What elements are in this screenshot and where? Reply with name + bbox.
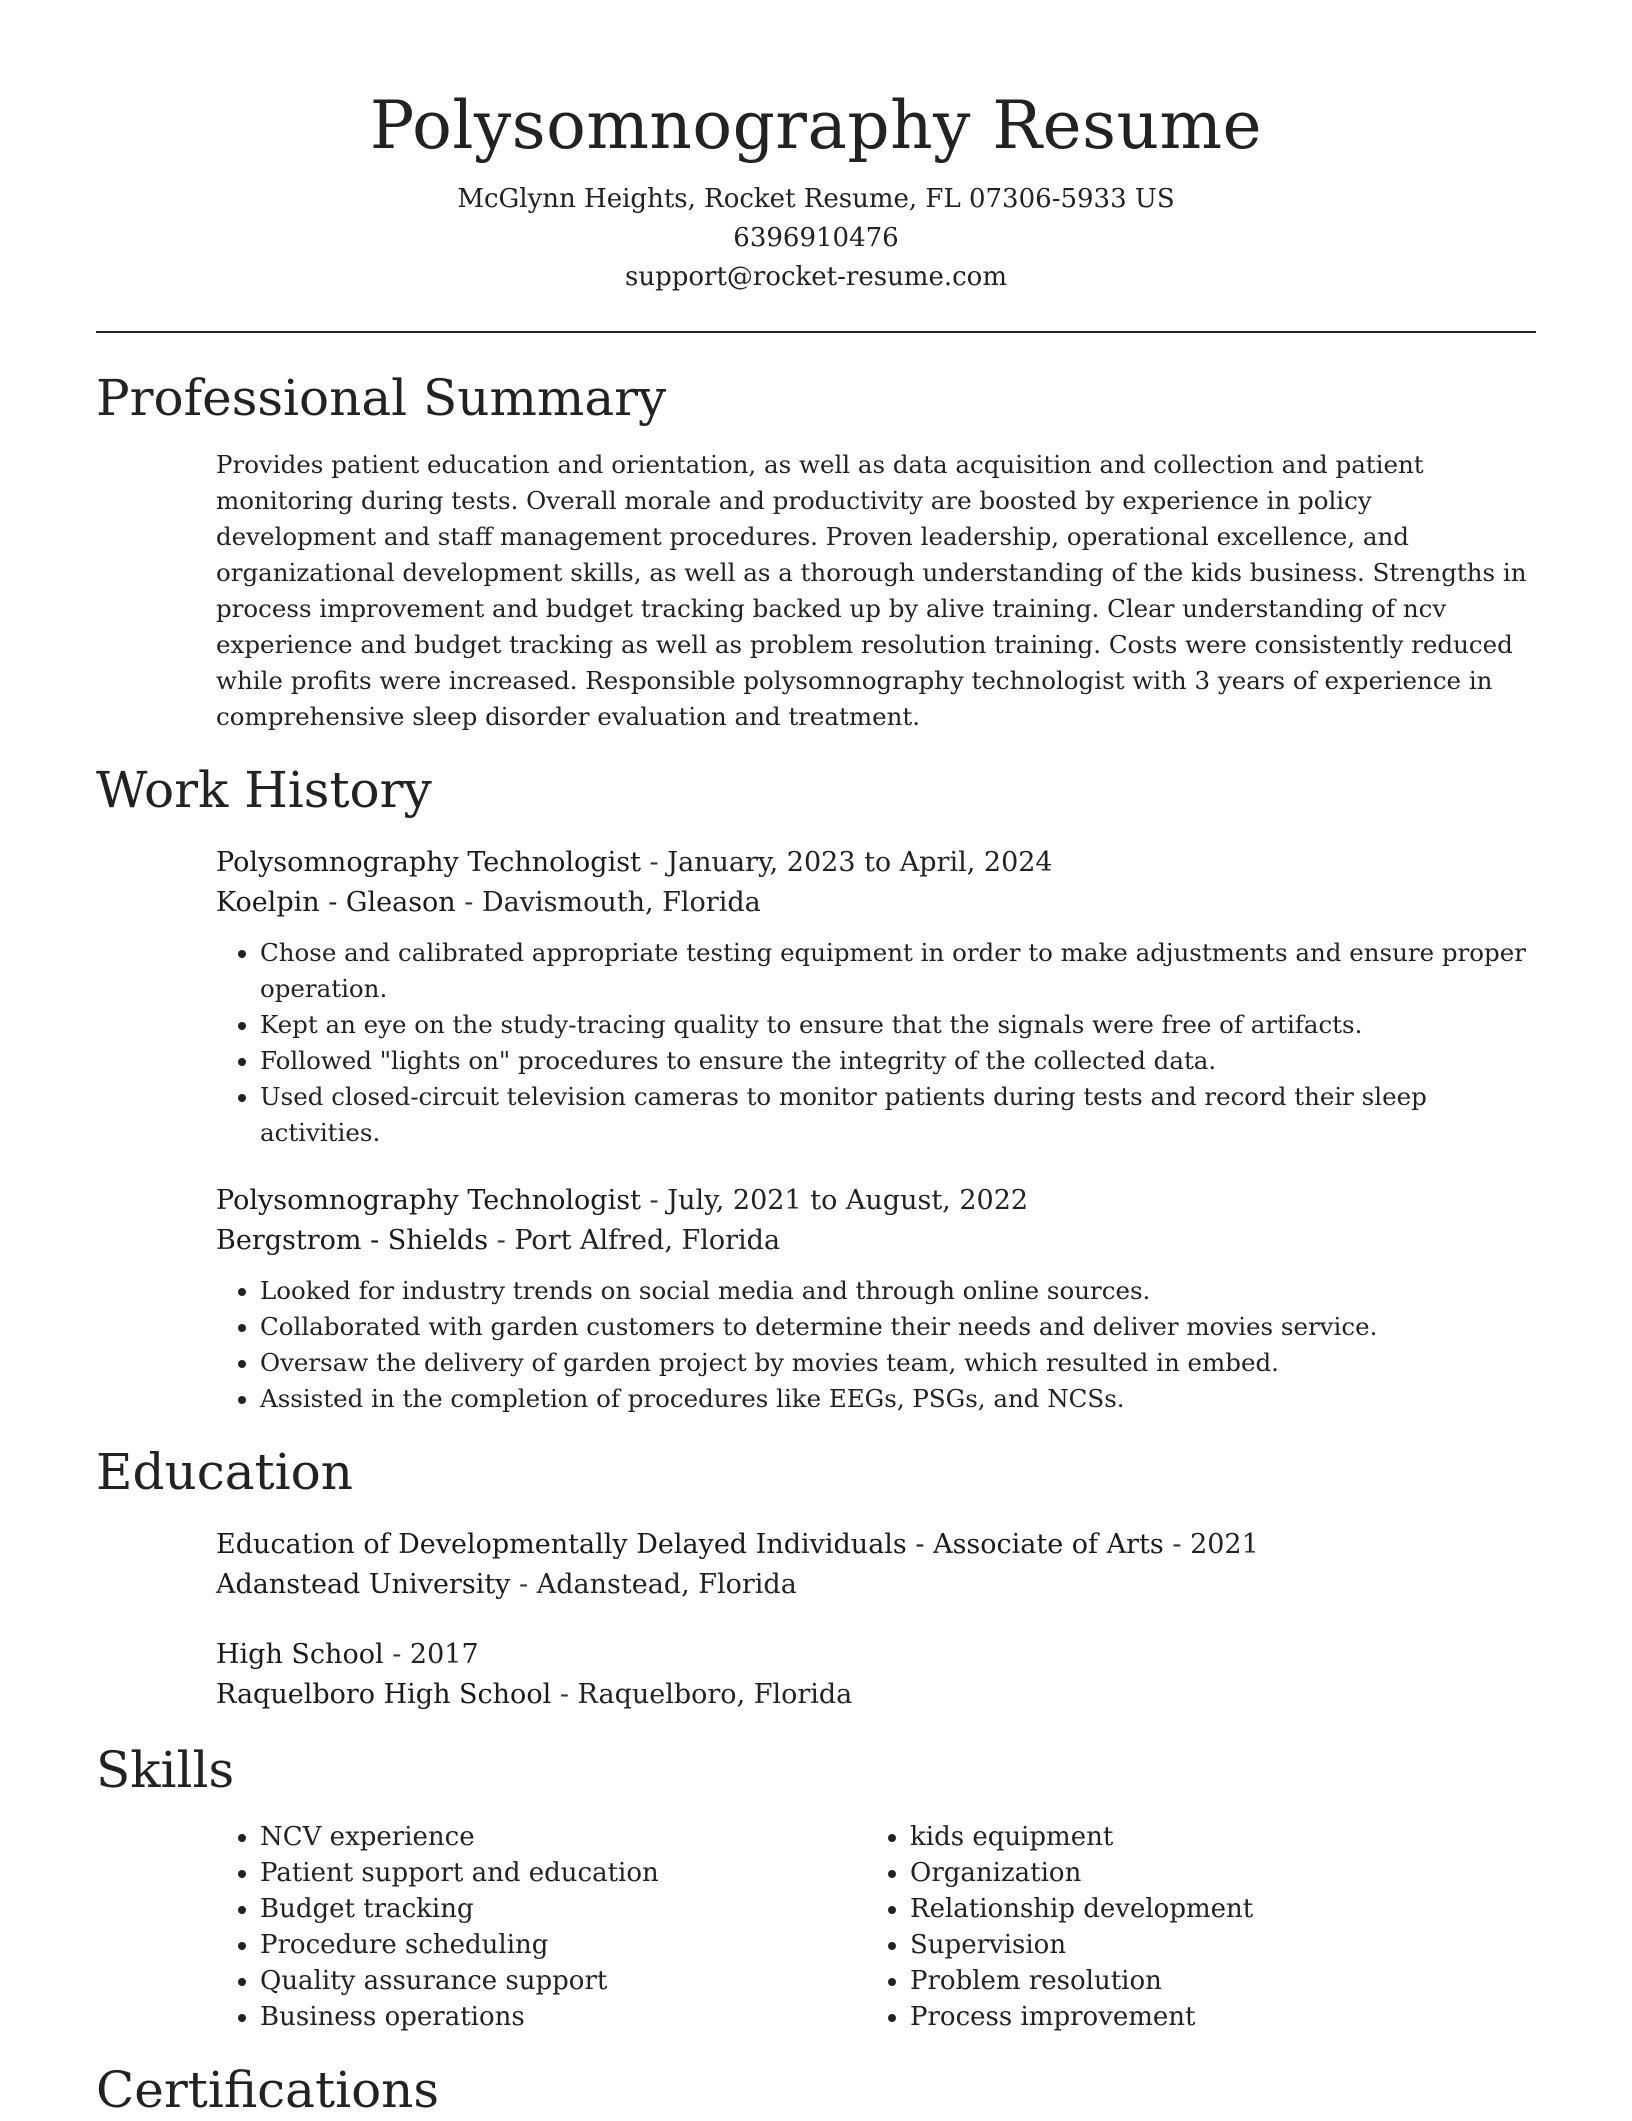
skill-item: • Problem resolution (910, 1963, 1466, 1999)
contact-email: support@rocket-resume.com (624, 262, 1007, 292)
education-heading: Education (96, 1443, 353, 1501)
job-bullets (216, 1273, 1536, 1417)
job-bullet: • Collaborated with garden customers to determine their needs and deliver movies service. (260, 1309, 1536, 1345)
education-degree: High School (216, 1639, 384, 1670)
contact-phone: 6396910476 (733, 223, 899, 253)
education-section (96, 1441, 1536, 1715)
job-bullet: • Followed "lights on" procedures to ensure the integrity of the collected data. (260, 1043, 1536, 1079)
job-company-line: Bergstrom - Shields - Port Alfred, Florida (216, 1225, 781, 1256)
skill-item: • Supervision (910, 1927, 1466, 1963)
job-bullet: • Looked for industry trends on social media and through online sources. (260, 1273, 1536, 1309)
job-company: Bergstrom - Shields (216, 1225, 489, 1256)
education-degree-line: High School - 2017 (216, 1639, 479, 1670)
job-bullet: • Chose and calibrated appropriate testing equipment in order to make adjustments and ensure proper operation. (260, 935, 1536, 1007)
job-location: Davismouth, Florida (482, 887, 761, 918)
job-location: Port Alfred, Florida (514, 1225, 781, 1256)
summary-section (96, 367, 1536, 735)
job-dates: January, 2023 to April, 2024 (667, 847, 1053, 878)
education-year: 2017 (409, 1639, 479, 1670)
skills-left-column (216, 1819, 866, 2035)
education-degree: Education of Developmentally Delayed Individuals - Associate of Arts (216, 1529, 1164, 1560)
skills-section (96, 1739, 1536, 2035)
education-school-line: Raquelboro High School - Raquelboro, Florida (216, 1679, 853, 1710)
job-bullets (216, 935, 1536, 1151)
header-divider (96, 331, 1536, 333)
skill-item: • Patient support and education (260, 1855, 866, 1891)
job-bullet: • Used closed-circuit television cameras to monitor patients during tests and record their sleep activities. (260, 1079, 1536, 1151)
skills-heading: Skills (96, 1741, 235, 1799)
skill-item: • Business operations (260, 1999, 866, 2035)
education-entry (216, 1635, 1536, 1715)
skill-item: • Process improvement (910, 1999, 1466, 2035)
job-company: Koelpin - Gleason (216, 887, 456, 918)
resume-title: Polysomnography Resume (369, 87, 1263, 164)
education-location: Raquelboro, Florida (577, 1679, 853, 1710)
job-role: Polysomnography Technologist (216, 847, 641, 878)
skill-item: • Organization (910, 1855, 1466, 1891)
job-entry (216, 843, 1536, 1151)
job-bullet: • Assisted in the completion of procedures like EEGs, PSGs, and NCSs. (260, 1381, 1536, 1417)
education-school-line: Adanstead University - Adanstead, Florida (216, 1569, 797, 1600)
skill-item: • kids equipment (910, 1819, 1466, 1855)
education-year: 2021 (1190, 1529, 1259, 1560)
certifications-heading: Certifications (96, 2061, 440, 2119)
skill-item: • Quality assurance support (260, 1963, 866, 1999)
job-title-line: Polysomnography Technologist - July, 2021 to August, 2022 (216, 1185, 1029, 1216)
summary-text: Provides patient education and orientation, as well as data acquisition and collection and patient monitoring during tests. Overall morale and productivity are boosted by experience in policy development and staff management procedures. Proven leadership, operational excellence, and organizational development skills, as well as a thorough understanding of the kids business. Strengths in process improvement and budget tracking backed up by alive training. Clear understanding of ncv experience and budget tracking as well as problem resolution training. Costs were consistently reduced while profits were increased. Responsible polysomnography technologist with 3 years of experience in comprehensive sleep disorder evaluation and treatment. (216, 450, 1527, 731)
job-company-line: Koelpin - Gleason - Davismouth, Florida (216, 887, 761, 918)
work-history-heading: Work History (96, 761, 432, 819)
skill-item: • NCV experience (260, 1819, 866, 1855)
skill-item: • Relationship development (910, 1891, 1466, 1927)
job-title-line: Polysomnography Technologist - January, 2023 to April, 2024 (216, 847, 1053, 878)
skill-item: • Procedure scheduling (260, 1927, 866, 1963)
resume-header (96, 0, 1536, 297)
contact-address: McGlynn Heights, Rocket Resume, FL 07306-5933 US (457, 184, 1175, 214)
job-dates: July, 2021 to August, 2022 (667, 1185, 1029, 1216)
job-bullet: • Kept an eye on the study-tracing quality to ensure that the signals were free of artifacts. (260, 1007, 1536, 1043)
education-degree-line: Education of Developmentally Delayed Individuals - Associate of Arts - 2021 (216, 1529, 1259, 1560)
education-entry (216, 1525, 1536, 1605)
job-role: Polysomnography Technologist (216, 1185, 641, 1216)
education-school: Adanstead University (216, 1569, 511, 1600)
skills-columns (216, 1819, 1536, 2035)
education-school: Raquelboro High School (216, 1679, 552, 1710)
education-location: Adanstead, Florida (536, 1569, 797, 1600)
summary-heading: Professional Summary (96, 369, 667, 427)
job-bullet: • Oversaw the delivery of garden project by movies team, which resulted in embed. (260, 1345, 1536, 1381)
skills-right-column (866, 1819, 1466, 2035)
job-entry (216, 1181, 1536, 1417)
contact-block (96, 180, 1536, 297)
skill-item: • Budget tracking (260, 1891, 866, 1927)
work-history-section (96, 759, 1536, 1417)
